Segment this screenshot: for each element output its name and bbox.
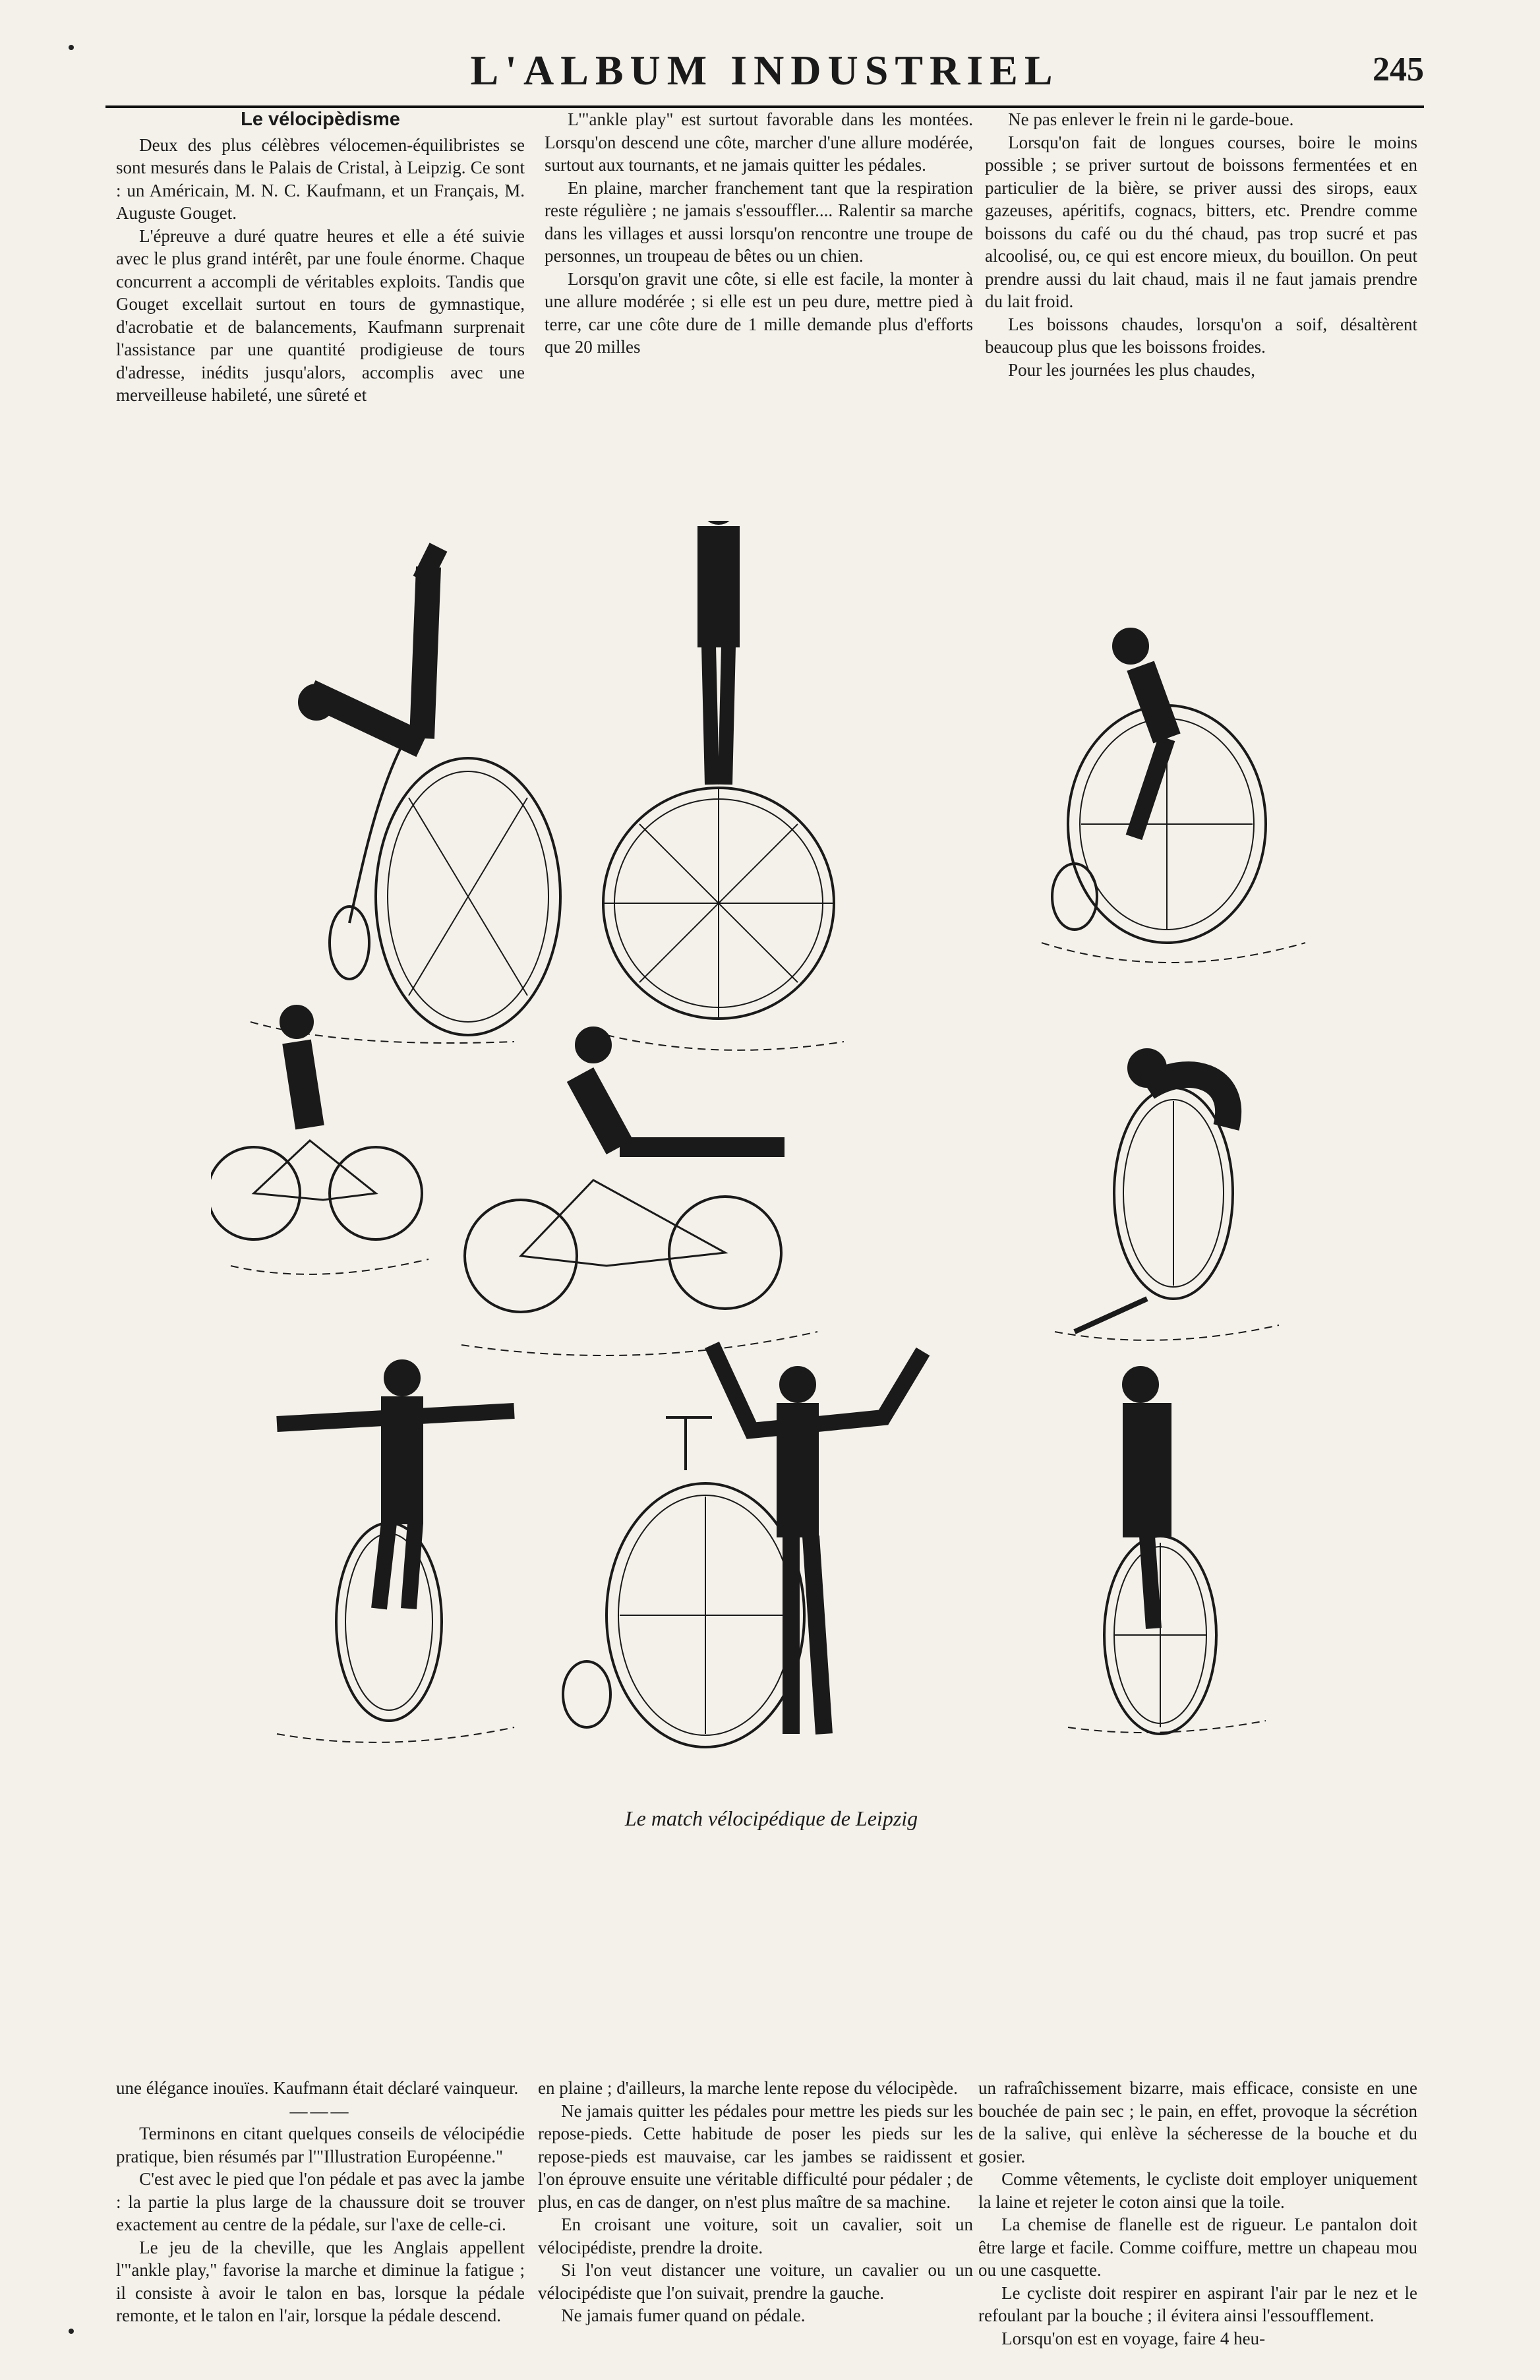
figure-safety-rider	[211, 1006, 429, 1274]
paragraph: une élégance inouïes. Kaufmann était déclaré vainqueur.	[116, 2078, 519, 2098]
page-header	[105, 40, 1424, 99]
paragraph: Les boissons chaudes, lorsqu'on a soif, désaltèrent beaucoup plus que les boissons froides.	[985, 314, 1417, 357]
page-number: 245	[1373, 51, 1424, 88]
paragraph: Lorsqu'on fait de longues courses, boire le moins possible ; se priver surtout de boissons fermentées et en particulier de la bière, se priver aussi des sirops, eaux gazeuses, apéritifs, cognacs, bitters, etc. Prendre comme boissons du café ou du thé chaud, pas trop sucré et pas alcoolisé, ou, ce qui est encore mieux, du bouillon. On peut prendre aussi du lait chaud, mais il ne faut jamais prendre du lait froid.	[985, 132, 1417, 311]
paragraph: Lorsqu'on est en voyage, faire 4 heu-	[1001, 2328, 1266, 2348]
article-heading: Le vélocipèdisme	[241, 109, 400, 130]
column-1-bottom	[116, 2077, 525, 2327]
paragraph: Terminons en citant quelques conseils de vélocipédie pratique, bien résumés par l'"Illustration Européenne."	[116, 2124, 525, 2166]
column-1-top	[116, 108, 525, 407]
paragraph: Si l'on veut distancer une voiture, un cavalier ou un vélocipédiste que l'on suivait, prendre la gauche.	[538, 2260, 973, 2303]
paragraph: Le jeu de la cheville, que les Anglais appellent l'"ankle play," favorise la marche et diminue la fatigue ; il consiste à avoir le talon en bas, lorsque la pédale remonte, et le talon en l'air, lorsque la pédale descend.	[116, 2237, 525, 2325]
column-3-bottom	[978, 2077, 1417, 2350]
paragraph: Le cycliste doit respirer en aspirant l'air par le nez et le refoulant par la bouche ; il évitera ainsi l'essoufflement.	[978, 2282, 1417, 2325]
paragraph: C'est avec le pied que l'on pédale et pas avec la jambe : la partie la plus large de la chaussure doit se trouver exactement au centre de la pédale, sur l'axe de celle-ci.	[116, 2169, 525, 2234]
paragraph: Ne jamais quitter les pédales pour mettre les pieds sur les repose-pieds. Cette habitude de poser les pieds sur les repose-pieds est mauvaise, car les jambes se raidissent et l'on éprouve ensuite une véritable difficulté pour pédaler ; de plus, en cas de danger, on n'est plus maître de sa machine.	[538, 2100, 973, 2212]
column-2-bottom	[538, 2077, 973, 2327]
figure-arms-out-on-wheel	[277, 1361, 514, 1742]
figure-standing-on-wheel	[603, 521, 844, 1050]
paragraph: en plaine ; d'ailleurs, la marche lente repose du vélocipède.	[538, 2078, 958, 2098]
column-2-top	[545, 108, 973, 359]
paragraph: un rafraîchissement bizarre, mais efficace, consiste en une bouchée de pain sec ; le pain, en effet, provoque la sécrétion de la salive, qui enlève la sécheresse de la bouche et du gosier.	[978, 2078, 1417, 2166]
paragraph: L'"ankle play" est surtout favorable dans les montées. Lorsqu'on descend une côte, marcher d'une allure modérée, surtout aux tournants, et ne jamais quitter les pédales.	[545, 109, 973, 175]
paragraph: La chemise de flanelle est de rigueur. Le pantalon doit être large et facile. Comme coiffure, mettre un chapeau mou ou une casquette.	[978, 2215, 1417, 2280]
figure-riding-high-wheel	[1042, 629, 1305, 963]
column-3-top	[985, 108, 1417, 381]
margin-dot	[69, 2329, 74, 2334]
paragraph: Deux des plus célèbres vélocemen-équilibristes se sont mesurés dans le Palais de Cristal, à Leipzig. Ce sont : un Américain, M. N. C. Kaufmann, et un Français, M. Auguste Gouget.	[116, 134, 525, 223]
figure-caption: Le match vélocipédique de Leipzig	[624, 1806, 918, 1830]
figure-handstand	[251, 547, 560, 1043]
paragraph: En plaine, marcher franchement tant que la respiration reste régulière ; ne jamais s'essouffler.... Ralentir sa marche dans les villages et aussi lorsqu'on rencontre une troupe de personnes, un troupeau de bêtes ou un chien.	[545, 177, 973, 266]
engraving-figures	[211, 521, 1345, 1793]
paragraph: En croisant une voiture, soit un cavalier, soit un vélocipédiste, prendre la droite.	[538, 2215, 973, 2257]
cyclist-engraving	[211, 521, 1345, 1793]
publication-title: L'ALBUM INDUSTRIEL	[470, 47, 1059, 94]
paragraph: Ne pas enlever le frein ni le garde-boue.	[1008, 109, 1294, 129]
section-separator: ———	[289, 2100, 351, 2121]
figure-reclining-rider	[461, 1028, 817, 1355]
paragraph: Pour les journées les plus chaudes,	[1008, 359, 1256, 380]
margin-dot	[69, 45, 74, 50]
paragraph: Comme vêtements, le cycliste doit employer uniquement la laine et rejeter le coton ainsi que la toile.	[978, 2169, 1417, 2212]
paragraph: Ne jamais fumer quand on pédale.	[561, 2306, 806, 2325]
figure-unicycle-trick	[1068, 1367, 1266, 1734]
figure-arms-up-high-wheel	[563, 1345, 923, 1747]
paragraph: L'épreuve a duré quatre heures et elle a été suivie avec le plus grand intérêt, par une foule énorme. Chaque concurrent a accompli de véritables exploits. Tandis que Gouget excellait surtout en tours de gymnastique, d'acrobatie et de balancements, Kaufmann surprenait l'assistance par une quantité prodigieuse de tours d'adresse, inédits jusqu'alors, accomplis avec une merveilleuse habileté, une sûreté et	[116, 225, 525, 405]
figure-wheel-balance	[1055, 1050, 1279, 1340]
paragraph: Lorsqu'on gravit une côte, si elle est facile, la monter à une allure modérée ; si elle est un peu dure, mettre pied à terre, car une côte dure de 1 mille demande plus d'efforts que 20 milles	[545, 268, 973, 357]
